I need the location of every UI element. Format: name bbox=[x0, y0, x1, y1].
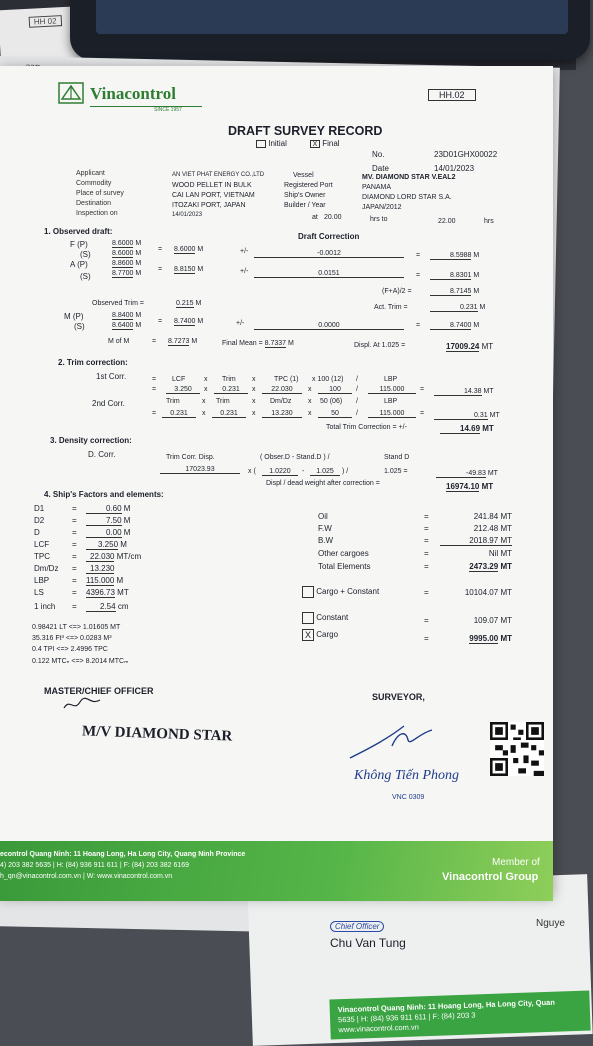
inspection-value: 14/01/2023 bbox=[172, 212, 203, 218]
destination-label: Destination bbox=[76, 200, 112, 207]
builder-value: JAPAN/2012 bbox=[362, 204, 402, 211]
qr-code-icon bbox=[490, 722, 544, 776]
form-code: HH.02 bbox=[428, 89, 476, 101]
oil-label: Oil bbox=[318, 512, 328, 521]
fa2-value: 8.7145 M bbox=[430, 288, 479, 295]
chief-officer-stamp: Chief Officer bbox=[330, 921, 384, 932]
applicant-label: Applicant bbox=[76, 170, 105, 177]
trim-corr-disp-value: 17023.93 bbox=[160, 466, 240, 474]
r0-x100: x 100 (12) bbox=[312, 376, 344, 383]
vinacontrol-logo bbox=[58, 82, 84, 109]
aft-pm: +/- bbox=[240, 268, 249, 275]
inch-label: 1 inch bbox=[34, 602, 56, 611]
as-label: (S) bbox=[80, 272, 91, 281]
at-label: at bbox=[312, 214, 318, 221]
logo-since: SINCE 1957 bbox=[154, 107, 182, 113]
no-label: No. bbox=[372, 150, 385, 159]
r1-lbp: 115.000 bbox=[368, 386, 416, 394]
first-corr-value: 14.38 MT bbox=[434, 388, 494, 395]
surveyor-code: VNC 0309 bbox=[392, 794, 425, 801]
surveyor-name: Không Tiến Phong bbox=[354, 768, 460, 783]
ls-label: LS bbox=[34, 588, 44, 597]
obser-d-value: 1.0220 bbox=[262, 468, 298, 476]
aft-correction: 0.0151 bbox=[254, 270, 404, 278]
master-signature-icon bbox=[62, 696, 102, 714]
surveyor-label: SURVEYOR, bbox=[372, 692, 425, 702]
mp-label: M (P) bbox=[64, 312, 84, 321]
stand-d-label: Stand D bbox=[384, 454, 410, 461]
observed-trim-value: 0.215 M bbox=[176, 300, 202, 307]
density-corr-value: -49.83 MT bbox=[436, 470, 498, 477]
conversion-1: 0.98421 LT <=> 1.01605 MT bbox=[32, 624, 121, 631]
page-title: DRAFT SURVEY RECORD bbox=[228, 124, 383, 138]
section-2-heading: 2. Trim correction: bbox=[58, 358, 128, 367]
d-value: 0.00 M bbox=[86, 528, 130, 537]
second-corr-value: 0.31 MT bbox=[434, 412, 500, 419]
stand-d-value: 1.025 bbox=[310, 468, 340, 476]
cargo-value: 9995.00 MT bbox=[469, 634, 512, 643]
fore-correction: -0.0012 bbox=[254, 250, 404, 258]
dmdz-label: Dm/Dz bbox=[34, 564, 59, 573]
r2-dmdz: Dm/Dz bbox=[270, 398, 292, 405]
conversion-3: 0.4 TPI <=> 2.4996 TPC bbox=[32, 646, 108, 653]
lbp-value: 115.000 M bbox=[86, 576, 124, 585]
d-corr-label: D. Corr. bbox=[88, 450, 116, 459]
r2-50: 50 (06) bbox=[320, 398, 343, 405]
tpc-label: TPC bbox=[34, 552, 50, 561]
fw-label: F.W bbox=[318, 524, 332, 533]
registered-port-label: Registered Port bbox=[284, 182, 333, 189]
fs-label: (S) bbox=[80, 250, 91, 259]
vessel-stamp: M/V DIAMOND STAR bbox=[81, 723, 233, 745]
total-elements-label: Total Elements bbox=[318, 562, 371, 571]
aft-corrected: 8.8301 M bbox=[430, 272, 479, 279]
background-paper-tag: HH 02 bbox=[29, 15, 62, 28]
cargo-checkbox-checked: X bbox=[302, 629, 314, 641]
builder-label: Builder / Year bbox=[284, 202, 326, 209]
laptop-edge bbox=[70, 0, 590, 60]
footer-phone: 4) 203 382 5635 | H: (84) 936 911 611 | F: (84) 203 382 6169 bbox=[0, 862, 190, 869]
r1-trim: 0.231 bbox=[214, 386, 248, 394]
d-label: D bbox=[34, 528, 40, 537]
oil-value: 241.84 MT bbox=[473, 512, 512, 521]
d2-label: D2 bbox=[34, 516, 45, 525]
bottom-footer-line1: Vinacontrol Quang Ninh: 11 Hoang Long, Ha Long City, Quan bbox=[337, 997, 556, 1015]
r1-lcf: 3.250 bbox=[166, 386, 200, 394]
mid-mean: 8.7400 M bbox=[174, 318, 204, 325]
mid-corrected: 8.7400 M bbox=[430, 322, 479, 329]
r0-tpc: TPC (1) bbox=[274, 376, 299, 383]
conversion-2: 35.316 Ft³ <=> 0.0283 M³ bbox=[32, 635, 112, 642]
logo-text: Vinacontrol bbox=[90, 84, 176, 103]
initial-checkbox: Initial bbox=[256, 139, 287, 148]
section-3-heading: 3. Density correction: bbox=[50, 436, 132, 445]
r3-lbp: 115.000 bbox=[368, 410, 416, 418]
lcf-label: LCF bbox=[34, 540, 50, 549]
bw-label: B.W bbox=[318, 536, 334, 545]
r2-trim2: Trim bbox=[216, 398, 230, 405]
r0-lbp: LBP bbox=[384, 376, 398, 383]
final-mean: Final Mean = 8.7337 M bbox=[222, 340, 294, 347]
section-4-heading: 4. Ship's Factors and elements: bbox=[44, 490, 164, 499]
nguyen-text: Nguye bbox=[536, 918, 565, 929]
bottom-footer-line2: 5635 | H: (84) 936 911 611 | F: (84) 203 3 bbox=[337, 1010, 476, 1025]
cargo-row: X Cargo bbox=[302, 629, 338, 641]
applicant-value: AN VIET PHAT ENERGY CO.,LTD bbox=[172, 172, 265, 178]
other-cargoes-value: Nil MT bbox=[488, 549, 512, 558]
displ-after-value: 16974.10 MT bbox=[446, 482, 494, 491]
observed-trim-label: Observed Trim = bbox=[92, 300, 144, 307]
r2-lbp: LBP bbox=[384, 398, 398, 405]
first-corr-label: 1st Corr. bbox=[96, 372, 127, 381]
stand-d-denominator: 1.025 = bbox=[384, 468, 408, 475]
commodity-label: Commodity bbox=[76, 180, 112, 187]
mid-correction: 0.0000 bbox=[254, 322, 404, 330]
tpc-value: 22.030 MT/cm bbox=[86, 552, 141, 561]
second-corr-label: 2nd Corr. bbox=[92, 399, 125, 408]
ms-label: (S) bbox=[74, 322, 85, 331]
r3-trim: 0.231 bbox=[162, 410, 196, 418]
m-of-m-label: M of M bbox=[108, 338, 130, 345]
lbp-label: LBP bbox=[34, 576, 50, 585]
final-checkbox: X Final bbox=[310, 139, 340, 148]
owner-value: DIAMOND LORD STAR S.A. bbox=[362, 194, 452, 201]
d1-label: D1 bbox=[34, 504, 45, 513]
surveyor-signature-icon bbox=[346, 720, 436, 764]
date-label: Date bbox=[372, 164, 389, 173]
total-trim-value: 14.69 MT bbox=[440, 424, 494, 433]
displ-after-label: Displ / dead weight after correction = bbox=[266, 480, 380, 487]
second-signature-block bbox=[330, 918, 406, 950]
r0-lcf: LCF bbox=[172, 376, 186, 383]
fp-value: 8.6000 M bbox=[112, 240, 142, 247]
date-value: 14/01/2023 bbox=[434, 164, 475, 173]
chu-van-tung-name: Chu Van Tung bbox=[330, 936, 406, 950]
bottom-footer-line3: www.vinacontrol.com.vn bbox=[338, 1022, 420, 1035]
displacement-label: Displ. At 1.025 = bbox=[354, 342, 406, 349]
trim-corr-disp-label: Trim Corr. Disp. bbox=[166, 454, 215, 461]
master-chief-officer-label: MASTER/CHIEF OFFICER bbox=[44, 686, 154, 696]
mp-value: 8.8400 M bbox=[112, 312, 142, 319]
as-value: 8.7700 M bbox=[112, 270, 142, 277]
vessel-label: Vessel bbox=[293, 172, 314, 179]
green-footer bbox=[0, 841, 553, 901]
cargo-constant-value: 10104.07 MT bbox=[464, 588, 512, 597]
d1-value: 0.60 M bbox=[86, 504, 130, 513]
bw-value: 2018.97 MT bbox=[440, 536, 512, 546]
inspection-label: Inspection on bbox=[76, 210, 118, 217]
ap-value: 8.8600 M bbox=[112, 260, 142, 267]
r1-tpc: 22.030 bbox=[262, 386, 302, 394]
footer-address: econtrol Quang Ninh: 11 Hoang Long, Ha Long City, Quang Ninh Province bbox=[0, 851, 246, 858]
fore-mean: 8.6000 M bbox=[174, 246, 204, 253]
constant-value: 109.07 MT bbox=[473, 616, 512, 625]
ls-value: 4396.73 MT bbox=[86, 588, 129, 597]
cargo-constant-checkbox bbox=[302, 586, 314, 598]
cargo-constant-row: Cargo + Constant bbox=[302, 586, 379, 598]
constant-checkbox bbox=[302, 612, 314, 624]
constant-row: Constant bbox=[302, 612, 348, 624]
ap-label: A (P) bbox=[70, 260, 88, 269]
registered-port-value: PANAMA bbox=[362, 184, 392, 191]
conversion-4: 0.122 MTCₙ <=> 8.2014 MTCₘ bbox=[32, 658, 129, 665]
r3-50: 50 bbox=[318, 410, 352, 418]
vessel-value: MV. DIAMOND STAR V.EAL2 bbox=[362, 174, 456, 181]
other-cargoes-label: Other cargoes bbox=[318, 549, 369, 558]
destination-value: ITOZAKI PORT, JAPAN bbox=[172, 202, 246, 209]
footer-email: h_qn@vinacontrol.com.vn | W: www.vinacontrol.com.vn bbox=[0, 873, 173, 880]
inch-value: 2.54 cm bbox=[86, 602, 128, 611]
to-value: 22.00 bbox=[438, 218, 456, 225]
vinacontrol-emblem-icon bbox=[58, 82, 84, 104]
displacement-value: 17009.24 MT bbox=[446, 342, 494, 351]
member-of-label: Member of bbox=[492, 857, 540, 868]
no-value: 23D01GHX00022 bbox=[434, 150, 498, 159]
hrs-to-label: hrs to bbox=[370, 216, 388, 223]
dmdz-value: 13.230 bbox=[86, 564, 114, 573]
d2-value: 7.50 M bbox=[86, 516, 130, 525]
fore-corrected: 8.5988 M bbox=[430, 252, 479, 259]
hrs-label: hrs bbox=[484, 218, 494, 225]
aft-mean: 8.8150 M bbox=[174, 266, 204, 273]
density-formula: ( Obser.D - Stand.D ) / bbox=[260, 454, 330, 461]
total-elements-value: 2473.29 MT bbox=[469, 562, 512, 571]
r0-trim: Trim bbox=[222, 376, 236, 383]
fore-pm: +/- bbox=[240, 248, 249, 255]
act-trim-label: Act. Trim = bbox=[374, 304, 408, 311]
section-1-heading: 1. Observed draft: bbox=[44, 227, 113, 236]
r3-dmdz: 13.230 bbox=[262, 410, 302, 418]
ms-value: 8.6400 M bbox=[112, 322, 142, 329]
commodity-value: WOOD PELLET IN BULK bbox=[172, 182, 252, 189]
draft-survey-sheet: Vinacontrol SINCE 1957 HH.02 DRAFT SURVEY RECORD Initial X Final No. 23D01GHX00022 Date 14/01/2023 Applicant Commodity Place of survey Destination Inspection on AN VIET PHAT ENERGY CO.,LTD WOOD PELLET IN BULK CAI LAN PORT, VIETNAM ITOZAKI PORT, JAPAN 14/01/2023 Vessel Registered Port Ship's Owner Builder / Year at 20.00 MV. DIAMOND STAR V.EAL2 PANAMA DIAMOND LORD STAR S.A. JAPAN/2012 hrs to 22.00 hrs 1. Observed draft: Draft Correction F (P) (S) A (P) (S) 8.6000 M 8.6000 M 8.8600 M 8.7700 M = 8.6000 M = 8.8150 M +/- +/- -0.0012 0.0151 = = 8.5988 M 8.8301 M (F+A)/2 = 8.7145 M Observed Trim = 0.215 M Act. Trim = 0.231 M M (P) (S) 8.8400 M 8.6400 M = 8.7400 M +/- 0.0000 = 8.7400 M M of M = 8.7273 M Final Mean = 8.7337 M Displ. At 1.025 = 17009.24 MT 2. Trim correction: 1st Corr. = LCF x Trim x TPC (1) x 100 (12) / LBP = 3.250 x 0.231 x 22.030 x 100 / 115.000 = 14.38 MT 2nd Corr. Trim x Trim x Dm/Dz x 50 (06) / LBP = 0.231 x 0.231 x 13.230 x 50 / 115.000 = 0.31 MT Total Trim Correction = +/- 14.69 MT 3. Density correction: D. Corr. Trim Corr. Disp. 17023.93 ( Obser.D - Stand.D ) / Stand D x ( 1.0220 - 1.025 ) / 1.025 = -49.83 MT Displ / dead weight after correction = 16974.10 MT 4. Ship's Factors and elements: D1 = 0.60 M D2 = 7.50 M D = 0.00 M LCF = 3.250 M TPC = 22.030 MT/cm Dm/Dz = 13.230 LBP = 115.000 M LS = 4396.73 MT 1 inch = 2.54 cm 0.98421 LT <=> 1.01605 MT 35.316 Ft³ <=> 0.0283 M³ 0.4 TPI <=> 2.4996 TPC 0.122 MTCₙ <=> 8.2014 MTCₘ Oil F.W B.W Other cargoes Total Elements = = = = = 241.84 MT 212.48 MT 2018.97 MT Nil MT 2473.29 MT Cargo + Constant = 10104.07 MT Constant = 109.07 MT X Cargo = 9995.00 MT MASTER/CHIEF OFFICER M/V DIAMOND STAR SURVEYOR, Không Tiến Phong VNC 0309 econtrol Quang Ninh: 11 Hoang Long, Ha Long City, Quang Ninh Province 4) 203 382 5635 | H: (84) 936 911 611 | F: (84) 203 382 6169 h_qn@vinacontrol.com.vn | W: www.vinacontrol.com.vn Member of Vinacontrol Group bbox=[0, 66, 553, 896]
r2-trim: Trim bbox=[166, 398, 180, 405]
mid-pm: +/- bbox=[236, 320, 245, 327]
act-trim-value: 0.231 M bbox=[430, 304, 485, 311]
vinacontrol-group-label: Vinacontrol Group bbox=[442, 871, 539, 883]
place-value: CAI LAN PORT, VIETNAM bbox=[172, 192, 255, 199]
fw-value: 212.48 MT bbox=[473, 524, 512, 533]
r3-trim2: 0.231 bbox=[212, 410, 246, 418]
owner-label: Ship's Owner bbox=[284, 192, 326, 199]
fp-label: F (P) bbox=[70, 240, 88, 249]
lcf-value: 3.250 M bbox=[86, 540, 127, 549]
m-of-m-value: 8.7273 M bbox=[168, 338, 198, 345]
draft-correction-heading: Draft Correction bbox=[298, 232, 360, 241]
fa2-label: (F+A)/2 = bbox=[382, 288, 412, 295]
place-label: Place of survey bbox=[76, 190, 124, 197]
at-value: 20.00 bbox=[324, 214, 342, 221]
r1-100: 100 bbox=[318, 386, 352, 394]
laptop-screen bbox=[96, 0, 568, 34]
fs-value: 8.6000 M bbox=[112, 250, 142, 257]
total-trim-label: Total Trim Correction = +/- bbox=[326, 424, 407, 431]
